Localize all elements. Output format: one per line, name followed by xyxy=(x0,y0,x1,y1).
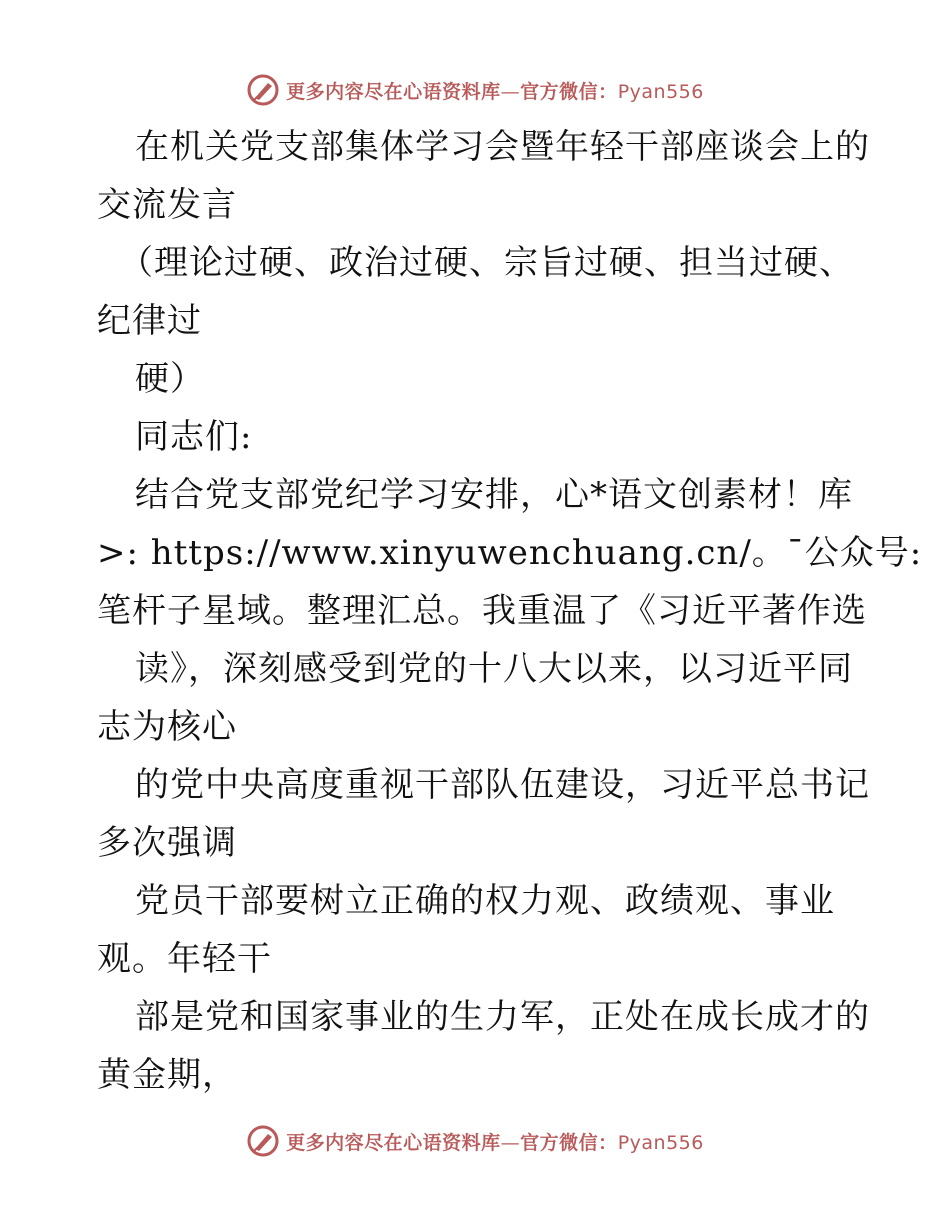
document-body xyxy=(97,118,923,1104)
paragraph-line: 结合党支部党纪学习安排，心*语文创素材！库 xyxy=(135,475,853,515)
title-line: 交流发言 xyxy=(97,185,237,225)
paragraph-line: 多次强调 xyxy=(97,823,237,863)
pen-logo-icon xyxy=(246,1124,280,1158)
paragraph-line: 部是党和国家事业的生力军，正处在成长成才的 xyxy=(135,997,870,1037)
subtitle-line: 硬） xyxy=(135,359,205,399)
paragraph-line: >: https://www.xinyuwenchuang.cn/。¯公众号: xyxy=(97,533,923,573)
watermark-id: Pyan556 xyxy=(617,80,704,103)
paragraph-line: 志为核心 xyxy=(97,707,237,747)
watermark-separator: — xyxy=(500,1131,521,1154)
salutation: 同志们: xyxy=(135,417,253,457)
watermark-text: 更多内容尽在心语资料库 xyxy=(286,1131,501,1154)
paragraph-line: 笔杆子星域。整理汇总。我重温了《习近平著作选 xyxy=(97,591,867,631)
title-line: 在机关党支部集体学习会暨年轻干部座谈会上的 xyxy=(135,127,870,167)
paragraph-line: 读》，深刻感受到党的十八大以来，以习近平同 xyxy=(135,649,853,689)
paragraph-line: 观。年轻干 xyxy=(97,939,272,979)
footer-watermark xyxy=(0,1121,950,1161)
subtitle-line: 纪律过 xyxy=(97,301,202,341)
watermark-contact: 官方微信： xyxy=(520,80,618,103)
header-watermark xyxy=(0,70,950,110)
subtitle-line: （理论过硬、政治过硬、宗旨过硬、担当过硬、 xyxy=(119,243,854,283)
pen-logo-icon xyxy=(246,73,280,107)
watermark-id: Pyan556 xyxy=(617,1131,704,1154)
watermark-separator: — xyxy=(500,80,521,103)
paragraph-line: 黄金期， xyxy=(97,1055,237,1095)
paragraph-line: 党员干部要树立正确的权力观、政绩观、事业 xyxy=(135,881,835,921)
watermark-text: 更多内容尽在心语资料库 xyxy=(286,80,501,103)
watermark-contact: 官方微信： xyxy=(520,1131,618,1154)
paragraph-line: 的党中央高度重视干部队伍建设，习近平总书记 xyxy=(135,765,870,805)
